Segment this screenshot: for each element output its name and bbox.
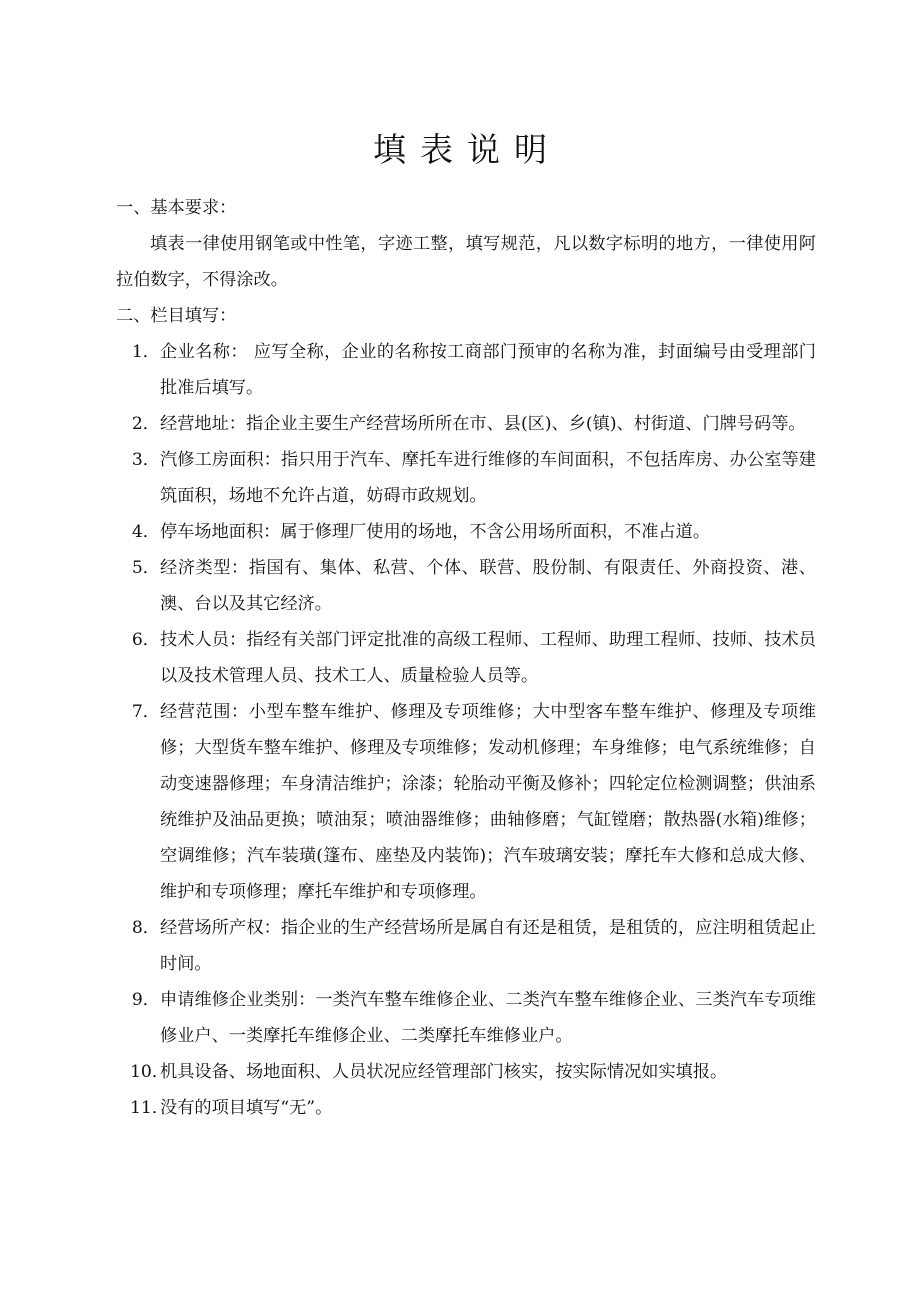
item-number: 10． — [130, 1062, 170, 1082]
item-label: 经营范围： — [160, 702, 249, 722]
item-description: 指企业的生产经营场所是属自有还是租赁，是租赁的，应注明租赁起止时间。 — [160, 918, 816, 974]
field-instructions-list — [116, 334, 816, 1126]
basic-requirements-paragraph: 填表一律使用钢笔或中性笔，字迹工整，填写规范，凡以数字标明的地方，一律使用阿拉伯数字，不得涂改。 — [116, 234, 816, 290]
list-item — [116, 910, 816, 982]
item-description: 指只用于汽车、摩托车进行维修的车间面积，不包括库房、办公室等建筑面积，场地不允许占道，妨碍市政规划。 — [160, 450, 816, 506]
item-number: 9． — [131, 990, 160, 1010]
item-number: 4． — [131, 522, 160, 542]
item-description: 应写全称，企业的名称按工商部门预审的名称为准，封面编号由受理部门批准后填写。 — [160, 342, 816, 398]
item-label: 汽修工房面积： — [160, 450, 281, 470]
item-description: 一类汽车整车维修企业、二类汽车整车维修企业、三类汽车专项维修业户、一类摩托车维修企业、二类摩托车维修业户。 — [160, 990, 816, 1046]
item-label: 经济类型： — [160, 558, 249, 578]
item-number: 8． — [131, 918, 160, 938]
list-item — [116, 622, 816, 694]
document-body — [116, 190, 816, 1126]
list-item — [116, 442, 816, 514]
item-label: 企业名称： — [160, 342, 248, 362]
item-description: 属于修理厂使用的场地，不含公用场所面积，不准占道。 — [280, 522, 711, 542]
item-number: 6． — [131, 630, 160, 650]
item-description: 没有的项目填写“无”。 — [160, 1098, 333, 1118]
section-heading-field-filling: 二、栏目填写： — [116, 306, 237, 326]
list-item — [116, 514, 816, 550]
item-description: 指经有关部门评定批准的高级工程师、工程师、助理工程师、技师、技术员以及技术管理人员、技术工人、质量检验人员等。 — [160, 630, 816, 686]
item-label: 经营地址： — [160, 414, 246, 434]
item-label: 申请维修企业类别： — [160, 990, 316, 1010]
list-item — [116, 982, 816, 1054]
list-item — [116, 1090, 816, 1126]
item-number: 2． — [131, 414, 160, 434]
item-number: 5． — [131, 558, 160, 578]
item-number: 3． — [131, 450, 160, 470]
list-item — [116, 694, 816, 910]
list-item — [116, 406, 816, 442]
item-description: 指国有、集体、私营、个体、联营、股份制、有限责任、外商投资、港、澳、台以及其它经济。 — [160, 558, 816, 614]
section-heading-basic-requirements: 一、基本要求： — [116, 198, 237, 218]
item-label: 经营场所产权： — [160, 918, 281, 938]
item-description: 小型车整车维护、修理及专项维修；大中型客车整车维护、修理及专项维修；大型货车整车维护、修理及专项维修；发动机修理；车身维修；电气系统维修；自动变速器修理；车身清洁维护；涂漆；轮胎动平衡及修补；四轮定位检测调整；供油系统维护及油品更换；喷油泵；喷油器维修；曲轴修磨；气缸镗磨；散热器(水箱)维修；空调维修；汽车装璜(篷布、座垫及内装饰)；汽车玻璃安装；摩托车大修和总成大修、维护和专项修理；摩托车维护和专项修理。 — [160, 702, 816, 902]
page-title: 填表说明 — [373, 130, 561, 169]
item-description: 指企业主要生产经营场所所在市、县(区)、乡(镇)、村街道、门牌号码等。 — [245, 414, 806, 434]
list-item — [116, 550, 816, 622]
list-item — [116, 334, 816, 406]
item-number: 11． — [130, 1098, 170, 1118]
item-number: 7． — [131, 702, 160, 722]
item-description: 机具设备、场地面积、人员状况应经管理部门核实，按实际情况如实填报。 — [160, 1062, 728, 1082]
list-item — [116, 1054, 816, 1090]
item-label: 停车场地面积： — [160, 522, 281, 542]
item-label: 技术人员： — [160, 630, 247, 650]
item-number: 1． — [131, 342, 160, 362]
